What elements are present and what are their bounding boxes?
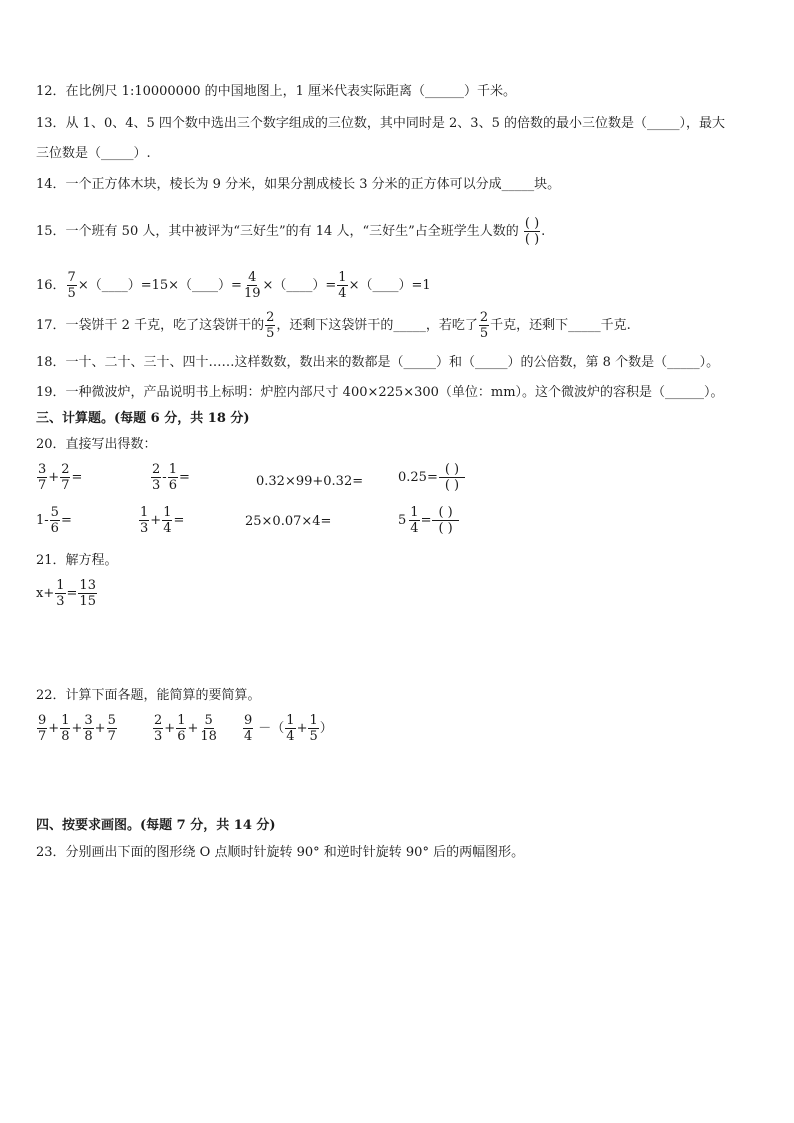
fraction [83, 713, 93, 744]
fraction-denominator: 3 [154, 729, 163, 744]
q20-item-d-prefix: 0.25= [398, 470, 438, 485]
fraction-numerator: 2 [154, 713, 163, 728]
fraction-numerator: 3 [38, 462, 47, 477]
fraction [107, 713, 117, 744]
question-16-label: 16． [36, 278, 66, 293]
equals-sign: = [66, 586, 78, 601]
fraction-denominator: 6 [50, 521, 59, 536]
fraction-denominator: 6 [177, 729, 186, 744]
blank-fraction [439, 462, 465, 493]
question-12 [36, 84, 516, 100]
fraction [55, 578, 65, 609]
fraction-denominator: 4 [286, 729, 295, 744]
fraction-denominator: 15 [79, 594, 96, 609]
fraction-denominator: ( ) [444, 478, 460, 493]
operator: + [71, 721, 83, 736]
fraction-numerator: 9 [38, 713, 47, 728]
question-17-part-1: 17．一袋饼干 2 千克，吃了这袋饼干的 [36, 318, 265, 333]
q20-item-h [398, 505, 460, 536]
fraction-numerator: 1 [163, 505, 172, 520]
fraction-numerator: 1 [410, 505, 419, 520]
fraction [50, 505, 60, 536]
fraction-numerator: 3 [84, 713, 93, 728]
fraction [176, 713, 186, 744]
question-15 [36, 212, 545, 252]
fraction-numerator: 1 [177, 713, 186, 728]
close-paren: ） [319, 721, 333, 736]
q22-item-b [152, 713, 219, 744]
q21-equation [36, 578, 98, 609]
question-20-title-text: 20．直接写出得数： [36, 437, 157, 452]
fraction-denominator: 4 [410, 521, 419, 536]
fraction-denominator: 5 [309, 729, 318, 744]
fraction [153, 713, 163, 744]
fraction [151, 462, 161, 493]
fraction-numerator: 1 [338, 270, 347, 285]
fraction [199, 713, 218, 744]
question-12-text: 12．在比例尺 1:10000000 的中国地图上，1 厘米代表实际距离（______）千米。 [36, 84, 517, 99]
fraction-numerator: 5 [107, 713, 116, 728]
fraction [60, 462, 70, 493]
q20-item-c-text: 0.32×99+0.32= [256, 474, 364, 489]
fraction-numerator: 1 [168, 462, 177, 477]
question-17 [36, 306, 631, 346]
operator: + [94, 721, 106, 736]
blank-fraction [432, 505, 458, 536]
q20-item-e-prefix: 1- [36, 513, 49, 528]
operator: - [162, 470, 167, 485]
equals-sign: = [420, 513, 432, 528]
q20-item-f [138, 505, 184, 536]
section-4-title: 四、按要求画图。(每题 7 分，共 14 分) [36, 818, 276, 833]
question-15-blank-fraction [524, 216, 540, 247]
section-4-heading [36, 818, 276, 834]
fraction-numerator: ( ) [439, 462, 465, 478]
question-21-title-text: 21．解方程。 [36, 553, 118, 568]
fraction-numerator: 5 [204, 713, 213, 728]
q20-item-d [398, 462, 466, 493]
question-13-text-2: 三位数是（_____）. [36, 146, 151, 161]
q20-item-e [36, 505, 72, 536]
fraction-denominator: 7 [107, 729, 116, 744]
q22-item-c [242, 713, 333, 744]
fraction-numerator: 4 [248, 270, 257, 285]
question-13-line-1 [36, 116, 725, 132]
question-16-part-3: ×（____）=1 [348, 278, 431, 293]
fraction-denominator: 7 [61, 478, 70, 493]
fraction-4-19 [243, 270, 262, 301]
question-18 [36, 355, 719, 371]
question-17-part-2: ，还剩下这袋饼干的_____，若吃了 [276, 318, 478, 333]
fraction-1-4 [337, 270, 347, 301]
q20-item-c [256, 474, 363, 489]
question-13-text-1: 13．从 1、0、4、5 四个数中选出三个数字组成的三位数，其中同时是 2、3、5 的倍数的最小三位数是（_____），最大 [36, 116, 725, 131]
fraction-denominator: 7 [38, 478, 47, 493]
fraction-denominator: 8 [84, 729, 93, 744]
fraction [409, 505, 419, 536]
fraction-numerator: 1 [56, 578, 65, 593]
question-22-title [36, 688, 261, 704]
section-3-title: 三、计算题。(每题 6 分，共 18 分) [36, 411, 250, 426]
q20-item-g-text: 25×0.07×4= [245, 514, 332, 529]
fraction-numerator: 1 [61, 713, 70, 728]
fraction [162, 505, 172, 536]
question-22-title-text: 22．计算下面各题，能简算的要简算。 [36, 688, 261, 703]
question-14 [36, 177, 560, 193]
fraction-denominator: 7 [38, 729, 47, 744]
question-15-text: 15．一个班有 50 人，其中被评为“三好生”的有 14 人，“三好生”占全班学生人数的 [36, 224, 519, 239]
fraction-numerator: 2 [479, 310, 489, 325]
fraction-numerator: 2 [152, 462, 161, 477]
question-23-text: 23．分别画出下面的图形绕 O 点顺时针旋转 90° 和逆时针旋转 90° 后的两幅图形。 [36, 845, 525, 860]
operator: + [48, 721, 60, 736]
fraction-numerator: 13 [79, 578, 96, 593]
question-23 [36, 845, 524, 861]
fraction-numerator: ( ) [432, 505, 458, 521]
fraction-numerator: 2 [61, 462, 70, 477]
fraction-7-5 [67, 270, 77, 301]
fraction-numerator: 1 [309, 713, 318, 728]
fraction-denominator: 4 [163, 521, 172, 536]
equals-sign: = [60, 513, 72, 528]
equation-prefix: x+ [36, 586, 55, 601]
q20-item-a [36, 462, 82, 493]
fraction-denominator: 5 [479, 326, 489, 341]
fraction-denominator: 3 [140, 521, 149, 536]
q20-item-g [245, 514, 331, 529]
fraction-denominator: ( ) [438, 521, 453, 536]
fraction-denominator: 19 [243, 286, 261, 301]
operator: + [48, 470, 60, 485]
operator: + [187, 721, 199, 736]
fraction-numerator: 5 [50, 505, 59, 520]
fraction-denominator: 4 [244, 729, 253, 744]
fraction [168, 462, 178, 493]
fraction-numerator: 1 [140, 505, 149, 520]
question-16 [36, 266, 431, 306]
fraction [243, 713, 253, 744]
question-20-title [36, 437, 157, 453]
equals-sign: = [71, 470, 83, 485]
question-15-end: . [541, 224, 546, 239]
question-21-title [36, 553, 118, 569]
fraction-numerator: 7 [67, 270, 76, 285]
q20-item-b [150, 462, 190, 493]
operator: + [164, 721, 176, 736]
fraction [139, 505, 149, 536]
question-16-part-2: ×（____）= [262, 278, 337, 293]
question-17-part-3: 千克，还剩下_____千克. [490, 318, 631, 333]
fraction [37, 713, 47, 744]
fraction [60, 713, 70, 744]
fraction [78, 578, 97, 609]
fraction-denominator: 6 [168, 478, 177, 493]
fraction-denominator: 3 [152, 478, 161, 493]
fraction [37, 462, 47, 493]
operator: －（ [258, 721, 285, 736]
fraction-denominator: 3 [56, 594, 65, 609]
fraction-2-5 [479, 310, 489, 341]
fraction-denominator: 18 [200, 729, 217, 744]
operator: + [296, 721, 308, 736]
fraction-denominator: 4 [338, 286, 347, 301]
fraction-denominator: ( ) [524, 232, 540, 247]
mixed-number-whole: 5 [398, 513, 407, 528]
operator: + [150, 513, 162, 528]
fraction-denominator: 5 [67, 286, 76, 301]
fraction [308, 713, 318, 744]
fraction-numerator: 1 [286, 713, 295, 728]
section-3-heading [36, 411, 250, 427]
question-18-text: 18．一十、二十、三十、四十……这样数数，数出来的数都是（_____）和（_____）的公倍数，第 8 个数是（_____）。 [36, 355, 720, 370]
question-19-text: 19．一种微波炉，产品说明书上标明：炉腔内部尺寸 400×225×300（单位：mm）。这个微波炉的容积是（______）。 [36, 385, 724, 400]
question-16-part-1: ×（____）=15×（____）= [77, 278, 242, 293]
fraction-numerator: 9 [244, 713, 253, 728]
fraction-numerator: 2 [266, 310, 275, 325]
equals-sign: = [173, 513, 185, 528]
question-14-text: 14．一个正方体木块，棱长为 9 分米，如果分割成棱长 3 分米的正方体可以分成_____块。 [36, 177, 561, 192]
fraction-denominator: 8 [61, 729, 70, 744]
question-13-line-2 [36, 146, 151, 162]
equals-sign: = [178, 470, 190, 485]
fraction-2-5 [265, 310, 275, 341]
q22-item-a [36, 713, 118, 744]
fraction-denominator: 5 [266, 326, 275, 341]
fraction [285, 713, 295, 744]
question-19 [36, 385, 724, 401]
fraction-numerator: ( ) [524, 216, 540, 231]
